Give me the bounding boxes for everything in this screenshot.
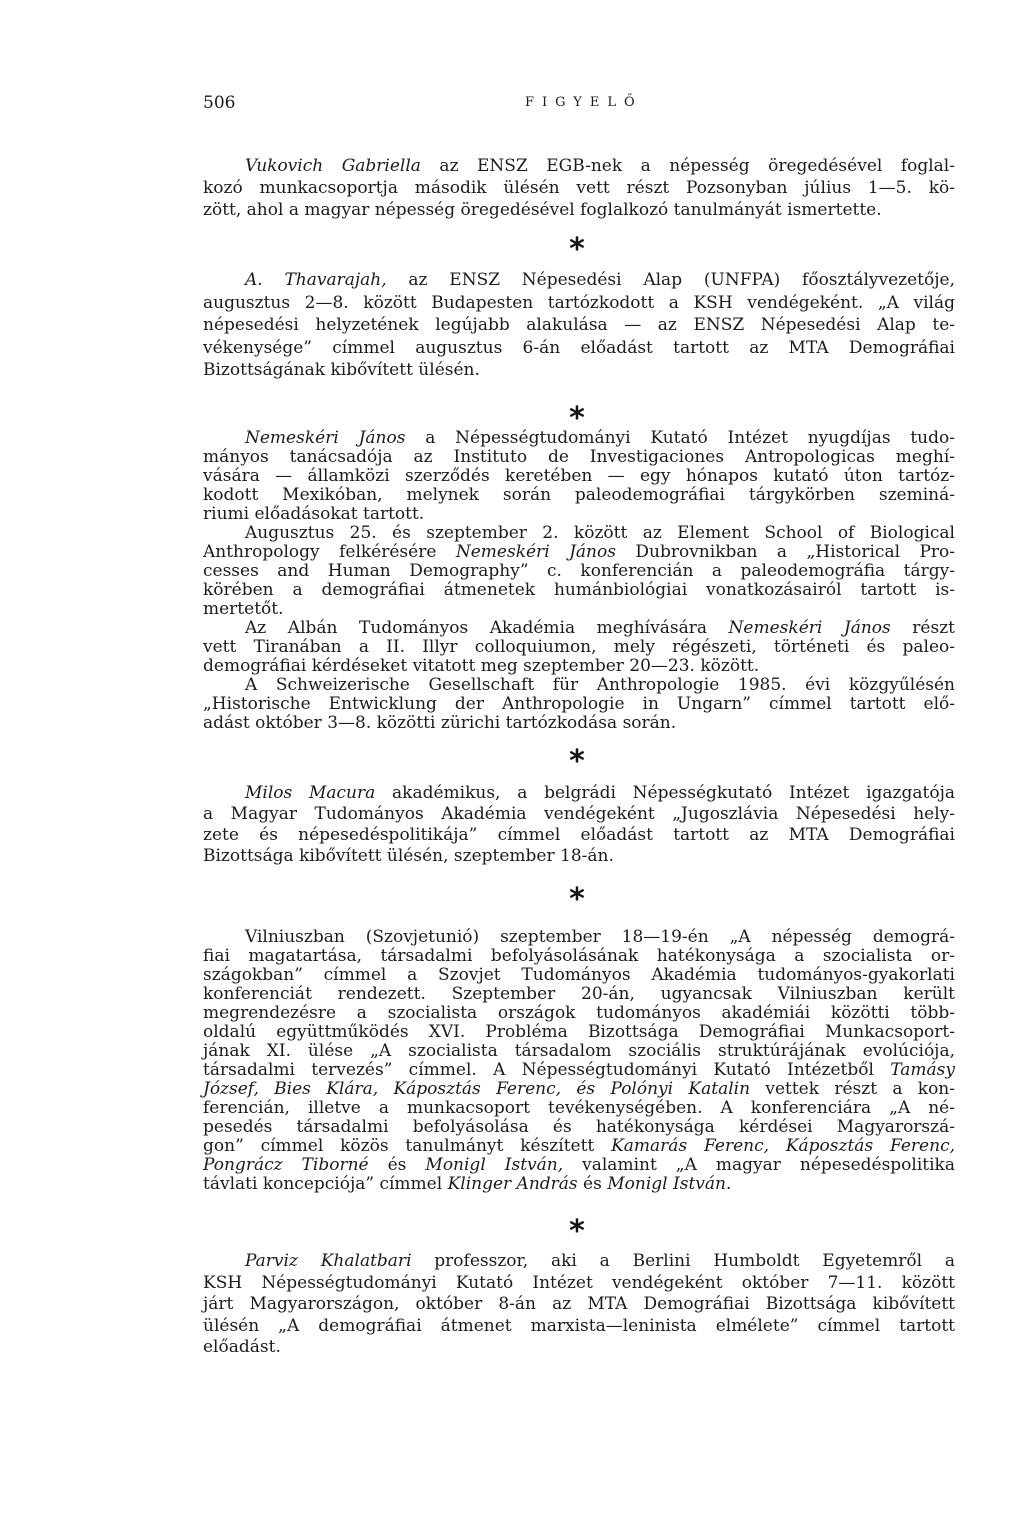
- text-run: és: [368, 1154, 426, 1175]
- text-line: [203, 783, 955, 804]
- text-line: [203, 505, 955, 524]
- text-line: [203, 657, 955, 676]
- news-item: [203, 1251, 955, 1359]
- text-run: cesses and Human Demography” c. konferencián a paleodemográfia tárgy-: [203, 560, 955, 581]
- text-run: a Magyar Tudományos Akadémia vendégeként „Jugoszlávia Népesedési hely-: [203, 803, 955, 824]
- text-run: zött, ahol a magyar népesség öregedésével foglalkozó tanulmányát ismertette.: [203, 200, 882, 220]
- person-name: Milos Macura: [245, 782, 376, 803]
- text-line: [203, 486, 955, 505]
- text-line: [203, 947, 955, 966]
- text-line-content: [203, 804, 955, 825]
- text-run: „Historische Entwicklung der Anthropologie in Ungarn” címmel tartott elő-: [203, 693, 955, 714]
- text-line: [203, 1251, 955, 1273]
- text-line: [203, 1080, 955, 1099]
- person-name: Monigl István.: [607, 1173, 732, 1194]
- paragraph: [203, 619, 955, 676]
- text-run: oldalú együttműködés XVI. Probléma Bizottsága Demográfiai Munkacsoport-: [203, 1021, 955, 1042]
- text-line: [203, 985, 955, 1004]
- person-name: Nemeskéri János: [245, 427, 406, 448]
- text-run: mertetőt.: [203, 598, 284, 619]
- text-line-content: [245, 1251, 955, 1273]
- text-run: távlati koncepciója” címmel: [203, 1173, 448, 1194]
- text-line: [203, 825, 955, 846]
- asterisk-separator: *: [569, 401, 585, 436]
- text-line: [203, 1316, 955, 1338]
- text-line-content: [203, 199, 882, 221]
- text-run: társadalmi tervezés” címmel. A Népességtudományi Kutató Intézetből: [203, 1059, 891, 1080]
- text-line-content: [203, 714, 676, 733]
- text-line: [203, 1337, 955, 1359]
- text-run: népesedési helyzetének legújabb alakulása — az ENSZ Népesedési Alap te-: [203, 315, 955, 335]
- paragraph: [203, 269, 955, 382]
- text-line: [203, 177, 955, 199]
- text-line-content: [203, 966, 955, 985]
- text-line: [203, 543, 955, 562]
- text-run: valamint „A magyar népesedéspolitika: [563, 1154, 955, 1175]
- news-item: [203, 928, 955, 1194]
- text-line-content: [203, 1273, 955, 1295]
- text-run: a Népességtudományi Kutató Intézet nyugdíjas tudo-: [405, 427, 955, 448]
- text-line: [203, 1023, 955, 1042]
- text-run: akadémikus, a belgrádi Népességkutató Intézet igazgatója: [375, 782, 955, 803]
- text-line: [203, 1004, 955, 1023]
- text-line-content: [245, 783, 955, 804]
- text-line: [203, 1042, 955, 1061]
- text-line-content: [203, 638, 955, 657]
- text-run: részt: [890, 617, 955, 638]
- text-run: KSH Népességtudományi Kutató Intézet vendégeként október 7—11. között: [203, 1272, 955, 1293]
- asterisk-separator: *: [569, 232, 585, 267]
- paragraph: [203, 1251, 955, 1359]
- text-line: [203, 337, 955, 360]
- text-line: [203, 804, 955, 825]
- text-run: az ENSZ EGB-nek a népesség öregedésével foglal-: [420, 156, 955, 176]
- text-line-content: [203, 314, 955, 337]
- text-run: adást október 3—8. közötti zürichi tartózkodása során.: [203, 712, 677, 733]
- text-run: fiai magatartása, társadalmi befolyásolásának hatékonysága a szocialista or-: [203, 945, 955, 966]
- text-run: megrendezésre a szocialista országok tudományos akadémiái közötti több-: [203, 1002, 955, 1023]
- text-line-content: [203, 1080, 955, 1099]
- text-line-content: [203, 600, 284, 619]
- text-line: [203, 600, 955, 619]
- text-run: ülésén „A demográfiai átmenet marxista—leninista elmélete” címmel tartott: [203, 1315, 955, 1336]
- text-run: jának XI. ülése „A szocialista társadalom szociális struktúrájának evolúciója,: [203, 1040, 955, 1061]
- text-line-content: [245, 619, 955, 638]
- text-run: vett Tiranában a II. Illyr colloquiumon, mely régészeti, történeti és paleo-: [203, 636, 955, 657]
- page-number: 506: [203, 93, 236, 113]
- text-line: [203, 448, 955, 467]
- person-name: Tamásy: [890, 1059, 955, 1080]
- text-line-content: [203, 846, 614, 867]
- text-line-content: [203, 1118, 955, 1137]
- text-run: és: [577, 1173, 608, 1194]
- text-line-content: [203, 505, 424, 524]
- text-run: augusztus 2—8. között Budapesten tartózkodott a KSH vendégeként. „A világ: [203, 292, 955, 313]
- asterisk-separator: *: [569, 1214, 585, 1249]
- paragraph: [203, 524, 955, 619]
- text-run: gon” címmel közös tanulmányt készített: [203, 1135, 612, 1156]
- text-line-content: [203, 1023, 955, 1042]
- person-name: A. Thavarajah,: [245, 270, 387, 290]
- asterisk-separator: *: [569, 882, 585, 917]
- text-line-content: [203, 177, 955, 199]
- text-line: [203, 638, 955, 657]
- text-run: Bizottságának kibővített ülésén.: [203, 360, 480, 380]
- text-run: Az Albán Tudományos Akadémia meghívására: [245, 617, 729, 638]
- person-name: József, Bies Klára, Káposztás Ferenc, és Polónyi Katalin: [203, 1078, 751, 1099]
- text-line: [203, 1137, 955, 1156]
- text-line: [203, 1273, 955, 1295]
- text-run: A Schweizerische Gesellschaft für Anthropologie 1985. évi közgyűlésén: [245, 674, 955, 695]
- text-line-content: [203, 1042, 955, 1061]
- person-name: Parviz Khalatbari: [245, 1251, 412, 1271]
- paragraph: [203, 928, 955, 1194]
- text-run: demográfiai kérdéseket vitatott meg szeptember 20—23. között.: [203, 655, 760, 676]
- text-line: [203, 562, 955, 581]
- person-name: Kamarás Ferenc, Káposztás Ferenc,: [611, 1135, 955, 1156]
- text-run: riumi előadásokat tartott.: [203, 503, 425, 524]
- person-name: Monigl István,: [425, 1154, 564, 1175]
- text-run: Dubrovnikban a „Historical Pro-: [615, 541, 956, 562]
- text-run: vettek részt a kon-: [750, 1078, 955, 1099]
- text-line: [203, 199, 955, 221]
- text-run: pesedés társadalmi befolyásolása és hatékonysága kérdései Magyarorszá-: [203, 1116, 955, 1137]
- text-line-content: [203, 448, 955, 467]
- text-line: [203, 467, 955, 486]
- text-line-content: [245, 269, 955, 292]
- text-line: [203, 676, 955, 695]
- text-line: [203, 314, 955, 337]
- text-line-content: [203, 359, 480, 382]
- text-line-content: [203, 825, 955, 846]
- paragraph: [203, 783, 955, 867]
- text-run: járt Magyarországon, október 8-án az MTA Demográfiai Bizottsága kibővített: [203, 1294, 955, 1314]
- paragraph: [203, 676, 955, 733]
- text-line: [203, 429, 955, 448]
- text-run: professzor, aki a Berlini Humboldt Egyetemről a: [411, 1251, 955, 1271]
- text-run: Bizottsága kibővített ülésén, szeptember 18-án.: [203, 845, 614, 866]
- text-line-content: [203, 486, 955, 505]
- text-line-content: [203, 985, 955, 1004]
- paragraph: [203, 155, 955, 221]
- text-line-content: [203, 337, 955, 360]
- news-item: [203, 429, 955, 733]
- text-run: Augusztus 25. és szeptember 2. között az Element School of Biological: [245, 522, 955, 543]
- person-name: Klinger András: [447, 1173, 578, 1194]
- text-line: [203, 846, 955, 867]
- person-name: Pongrácz Tiborné: [203, 1154, 369, 1175]
- text-line-content: [203, 292, 955, 315]
- text-run: Vilniuszban (Szovjetunió) szeptember 18—19-én „A népesség demográ-: [245, 926, 955, 947]
- text-line-content: [203, 562, 955, 581]
- text-run: körében a demográfiai átmenetek humánbiológiai vonatkozásairól tartott is-: [203, 579, 955, 600]
- text-run: vására — államközi szerződés keretében — egy hónapos kutató úton tartóz-: [203, 465, 955, 486]
- text-line-content: [203, 695, 955, 714]
- text-line-content: [245, 429, 955, 448]
- text-line-content: [203, 1137, 955, 1156]
- person-name: Vukovich Gabriella: [245, 156, 421, 176]
- text-run: konferenciát rendezett. Szeptember 20-án, ugyancsak Vilniuszban került: [203, 983, 955, 1004]
- text-line: [203, 966, 955, 985]
- text-line: [203, 524, 955, 543]
- text-line: [203, 1118, 955, 1137]
- text-line: [203, 1156, 955, 1175]
- text-line-content: [203, 1337, 281, 1359]
- text-line-content: [245, 676, 955, 695]
- text-line-content: [203, 1316, 955, 1338]
- text-run: az ENSZ Népesedési Alap (UNFPA) főosztályvezetője,: [386, 270, 955, 290]
- text-line-content: [203, 543, 955, 562]
- asterisk-separator: *: [569, 744, 585, 779]
- text-run: vékenysége” címmel augusztus 6-án előadást tartott az MTA Demográfiai: [203, 337, 955, 358]
- text-line-content: [203, 1175, 731, 1194]
- news-item: [203, 783, 955, 867]
- text-line: [203, 714, 955, 733]
- text-run: kodott Mexikóban, melynek során paleodemográfiai tárgykörben szeminá-: [203, 484, 955, 505]
- text-run: zete és népesedéspolitikája” címmel előadást tartott az MTA Demográfiai: [203, 824, 955, 845]
- text-line: [203, 928, 955, 947]
- text-line-content: [203, 1099, 955, 1118]
- running-title: FIGYELŐ: [525, 95, 643, 110]
- text-run: kozó munkacsoportja második ülésén vett részt Pozsonyban július 1—5. kö-: [203, 178, 955, 198]
- text-line-content: [203, 581, 955, 600]
- text-line: [203, 292, 955, 315]
- news-item: [203, 269, 955, 382]
- text-run: mányos tanácsadója az Instituto de Investigaciones Antropologicas meghí-: [203, 446, 955, 467]
- text-line: [203, 1294, 955, 1316]
- person-name: Nemeskéri János: [455, 541, 616, 562]
- text-line: [203, 619, 955, 638]
- text-line-content: [203, 947, 955, 966]
- text-run: ferencián, illetve a munkacsoport tevékenységében. A konferenciára „A né-: [203, 1097, 955, 1118]
- text-line: [203, 695, 955, 714]
- text-line: [203, 1099, 955, 1118]
- text-run: Anthropology felkérésére: [203, 541, 456, 562]
- text-line: [203, 581, 955, 600]
- text-line-content: [245, 524, 955, 543]
- text-line: [203, 269, 955, 292]
- text-line: [203, 359, 955, 382]
- text-line: [203, 1061, 955, 1080]
- text-line-content: [203, 1294, 955, 1316]
- text-line-content: [203, 1061, 955, 1080]
- text-line-content: [203, 1156, 955, 1175]
- text-line: [203, 1175, 955, 1194]
- text-line-content: [245, 928, 955, 947]
- text-line-content: [203, 467, 955, 486]
- text-line-content: [203, 657, 759, 676]
- text-line: [203, 155, 955, 177]
- text-run: előadást.: [203, 1337, 281, 1357]
- news-item: [203, 155, 955, 221]
- text-line-content: [245, 155, 955, 177]
- paragraph: [203, 429, 955, 524]
- text-run: szágokban” címmel a Szovjet Tudományos Akadémia tudományos-gyakorlati: [203, 964, 955, 985]
- person-name: Nemeskéri János: [728, 617, 891, 638]
- text-line-content: [203, 1004, 955, 1023]
